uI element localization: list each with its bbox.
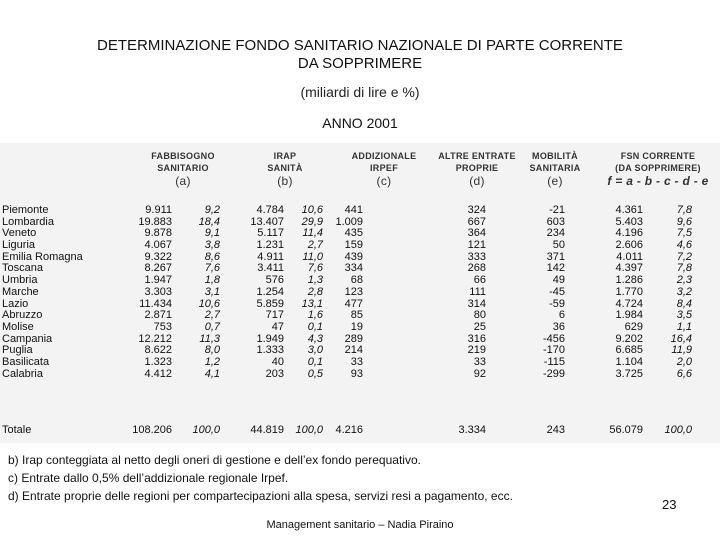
cell-b: 1.333 (256, 344, 284, 357)
cell-b-pct: 29,9 (301, 215, 323, 228)
cell-region: Veneto (2, 227, 37, 240)
total-d: 3.334 (458, 424, 486, 436)
table-row (0, 322, 720, 334)
cell-e: -456 (542, 332, 565, 345)
cell-a: 8.267 (144, 262, 172, 275)
total-label: Totale (2, 424, 32, 436)
cell-b-pct: 7,6 (307, 262, 323, 275)
cell-d: 333 (467, 250, 486, 263)
cell-b: 4.911 (257, 250, 284, 263)
header-altre-entrate: ALTRE ENTRATE PROPRIE (d) (438, 151, 516, 188)
cell-a-pct: 7,6 (204, 262, 220, 275)
cell-f: 6.685 (615, 344, 643, 357)
cell-b: 3.411 (257, 262, 284, 275)
cell-d: 314 (467, 297, 486, 310)
cell-f: 1.984 (615, 309, 643, 322)
cell-a: 3.303 (144, 285, 172, 298)
cell-a: 1.947 (144, 274, 172, 287)
cell-f: 4.011 (616, 250, 643, 263)
cell-d: 219 (467, 344, 486, 357)
cell-a-pct: 1,2 (204, 355, 220, 368)
cell-region: Lombardia (2, 215, 54, 228)
header-addizionale: ADDIZIONALE IRPEF (c) (351, 151, 417, 188)
cell-e: 234 (546, 227, 565, 240)
cell-region: Basilicata (2, 355, 50, 368)
cell-a-pct: 0,7 (204, 320, 220, 333)
cell-a-pct: 10,6 (198, 297, 220, 310)
page-title-line1: DETERMINAZIONE FONDO SANITARIO NAZIONALE DI PARTE CORRENTE (97, 37, 623, 54)
cell-d: 324 (467, 204, 486, 216)
cell-f: 1.104 (615, 355, 643, 368)
cell-e: -21 (549, 204, 565, 216)
cell-a-pct: 4,1 (204, 367, 220, 380)
cell-a: 2.871 (144, 309, 172, 322)
cell-f-pct: 6,6 (676, 367, 692, 380)
cell-b-pct: 10,6 (301, 204, 323, 216)
cell-region: Liguria (2, 239, 36, 252)
cell-f-pct: 7,5 (676, 227, 692, 240)
total-a: 108.206 (132, 424, 172, 436)
cell-e: -59 (549, 297, 565, 310)
footnotes (8, 451, 513, 505)
page-number: 23 (662, 497, 677, 512)
cell-region: Toscana (2, 262, 43, 275)
cell-f-pct: 4,6 (676, 239, 692, 252)
cell-a-pct: 9,2 (204, 204, 220, 216)
table-row (0, 369, 720, 381)
cell-f-pct: 2,3 (676, 274, 692, 287)
cell-f: 4.397 (615, 262, 643, 275)
cell-a: 9.322 (144, 250, 172, 263)
cell-b: 1.949 (256, 332, 284, 345)
cell-b-pct: 0,1 (307, 355, 323, 368)
total-e: 243 (546, 424, 565, 436)
cell-a-pct: 11,3 (199, 332, 220, 345)
cell-a: 753 (153, 320, 172, 333)
cell-b: 576 (265, 274, 284, 287)
total-f-pct: 100,0 (664, 424, 692, 436)
cell-a-pct: 9,1 (204, 227, 220, 240)
cell-f-pct: 11,9 (671, 344, 692, 357)
cell-e: 6 (558, 309, 565, 322)
cell-a-pct: 1,8 (204, 274, 220, 287)
unit-subtitle: (miliardi di lire e %) (300, 84, 420, 100)
cell-f-pct: 7,8 (676, 204, 692, 216)
total-b: 44.819 (250, 424, 284, 436)
cell-c: 477 (344, 297, 363, 310)
total-b-pct: 100,0 (295, 424, 323, 436)
total-a-pct: 100,0 (192, 424, 220, 436)
cell-b-pct: 2,7 (307, 239, 323, 252)
cell-c: 85 (350, 309, 363, 322)
cell-region: Calabria (2, 367, 43, 380)
cell-b-pct: 2,8 (307, 285, 323, 298)
cell-region: Umbria (2, 274, 38, 287)
cell-b-pct: 1,6 (307, 309, 323, 322)
cell-f-pct: 3,5 (676, 309, 692, 322)
total-f: 56.079 (609, 424, 643, 436)
cell-a-pct: 3,1 (204, 285, 220, 298)
table-row (0, 287, 720, 299)
cell-a: 4.067 (144, 239, 172, 252)
header-mobilita: MOBILITÀ SANITARIA (e) (529, 151, 581, 188)
header-irap: IRAP SANITÀ (b) (267, 151, 303, 188)
cell-region: Piemonte (2, 204, 49, 216)
cell-b: 1.231 (256, 239, 284, 252)
cell-c: 19 (350, 320, 363, 333)
header-fsn-corrente: FSN CORRENTE (DA SOPPRIMERE) f = a - b - c - d - e (607, 151, 709, 188)
cell-region: Abruzzo (2, 309, 43, 322)
cell-c: 1.009 (335, 215, 363, 228)
cell-d: 92 (473, 367, 486, 380)
cell-f: 4.724 (615, 297, 643, 310)
cell-region: Puglia (2, 344, 33, 357)
cell-c: 435 (344, 227, 363, 240)
cell-d: 268 (467, 262, 486, 275)
cell-d: 316 (467, 332, 486, 345)
cell-b: 13.407 (250, 215, 284, 228)
cell-f: 5.403 (615, 215, 643, 228)
cell-region: Campania (2, 332, 53, 345)
cell-b-pct: 11,0 (302, 250, 323, 263)
table-row (0, 357, 720, 369)
cell-b-pct: 0,1 (307, 320, 323, 333)
cell-b: 40 (271, 355, 284, 368)
cell-c: 289 (344, 332, 363, 345)
cell-d: 33 (473, 355, 486, 368)
cell-b: 717 (265, 309, 284, 322)
cell-b: 1.254 (256, 285, 284, 298)
header-fabbisogno: FABBISOGNO SANITARIO (a) (151, 151, 215, 188)
cell-b-pct: 3,0 (307, 344, 323, 357)
cell-f: 1.770 (615, 285, 643, 298)
year-label: ANNO 2001 (322, 115, 398, 131)
cell-d: 121 (467, 239, 486, 252)
cell-d: 364 (467, 227, 486, 240)
table-body (0, 205, 720, 380)
cell-f: 9.202 (615, 332, 643, 345)
cell-a: 1.323 (144, 355, 172, 368)
cell-b-pct: 13,1 (301, 297, 323, 310)
cell-a: 19.883 (138, 215, 172, 228)
cell-f-pct: 2,0 (676, 355, 692, 368)
cell-e: 603 (546, 215, 565, 228)
cell-a: 12.212 (138, 332, 172, 345)
cell-c: 68 (350, 274, 363, 287)
cell-b: 47 (271, 320, 284, 333)
cell-d: 25 (473, 320, 486, 333)
cell-f: 3.725 (615, 367, 643, 380)
cell-a: 8.622 (144, 344, 172, 357)
cell-a-pct: 3,8 (204, 239, 220, 252)
cell-b-pct: 11,4 (302, 227, 323, 240)
cell-c: 334 (344, 262, 363, 275)
cell-f: 4.196 (615, 227, 643, 240)
cell-d: 66 (473, 274, 486, 287)
cell-c: 214 (344, 344, 363, 357)
table-row (0, 240, 720, 252)
cell-e: -299 (542, 367, 565, 380)
cell-f-pct: 7,2 (676, 250, 692, 263)
cell-e: 142 (546, 262, 565, 275)
cell-b-pct: 4,3 (307, 332, 323, 345)
footer-credit: Management sanitario – Nadia Piraino (266, 519, 454, 531)
cell-a-pct: 8,6 (204, 250, 220, 263)
cell-f: 1.286 (615, 274, 643, 287)
total-row (0, 424, 720, 437)
cell-a-pct: 8,0 (204, 344, 220, 357)
cell-a-pct: 2,7 (204, 309, 220, 322)
cell-a: 11.434 (139, 297, 172, 310)
note-b: b) Irap conteggiata al netto degli oneri di gestione e dell’ex fondo perequativo. (8, 453, 421, 467)
cell-f-pct: 7,8 (676, 262, 692, 275)
cell-b: 5.117 (257, 227, 284, 240)
cell-region: Lazio (2, 297, 29, 310)
cell-a: 4.412 (144, 367, 172, 380)
cell-f: 629 (624, 320, 643, 333)
total-c: 4.216 (335, 424, 363, 436)
cell-e: -45 (549, 285, 565, 298)
note-c: c) Entrate dallo 0,5% dell’addizionale regionale Irpef. (8, 471, 289, 485)
page-title-line2: DA SOPPRIMERE (297, 55, 423, 72)
cell-e: -170 (542, 344, 565, 357)
cell-f-pct: 8,4 (676, 297, 692, 310)
table-row (0, 205, 720, 217)
cell-e: -115 (543, 355, 565, 368)
cell-f-pct: 9,6 (676, 215, 692, 228)
cell-b: 203 (265, 367, 284, 380)
cell-f: 4.361 (615, 204, 643, 216)
cell-region: Marche (2, 285, 39, 298)
cell-region: Emilia Romagna (2, 250, 83, 263)
cell-d: 667 (467, 215, 486, 228)
cell-d: 80 (473, 309, 486, 322)
cell-c: 159 (344, 239, 363, 252)
note-d: d) Entrate proprie delle regioni per compartecipazioni alla spesa, servizi resi a pagamento, ecc. (8, 489, 513, 503)
cell-c: 439 (344, 250, 363, 263)
cell-d: 111 (469, 285, 486, 298)
cell-c: 441 (344, 204, 363, 216)
cell-c: 93 (350, 367, 363, 380)
cell-b-pct: 0,5 (307, 367, 323, 380)
cell-a: 9.878 (144, 227, 172, 240)
cell-e: 36 (552, 320, 565, 333)
cell-e: 49 (552, 274, 565, 287)
cell-b-pct: 1,3 (307, 274, 323, 287)
cell-e: 371 (546, 250, 565, 263)
cell-a-pct: 18,4 (198, 215, 220, 228)
cell-f-pct: 3,2 (676, 285, 692, 298)
cell-b: 5.859 (256, 297, 284, 310)
cell-c: 33 (350, 355, 363, 368)
cell-f-pct: 16,4 (670, 332, 692, 345)
cell-b: 4.784 (256, 204, 284, 216)
cell-a: 9.911 (145, 204, 172, 216)
cell-f: 2.606 (615, 239, 643, 252)
cell-e: 50 (552, 239, 565, 252)
cell-c: 123 (344, 285, 363, 298)
cell-region: Molise (2, 320, 34, 333)
cell-f-pct: 1,1 (676, 320, 692, 333)
